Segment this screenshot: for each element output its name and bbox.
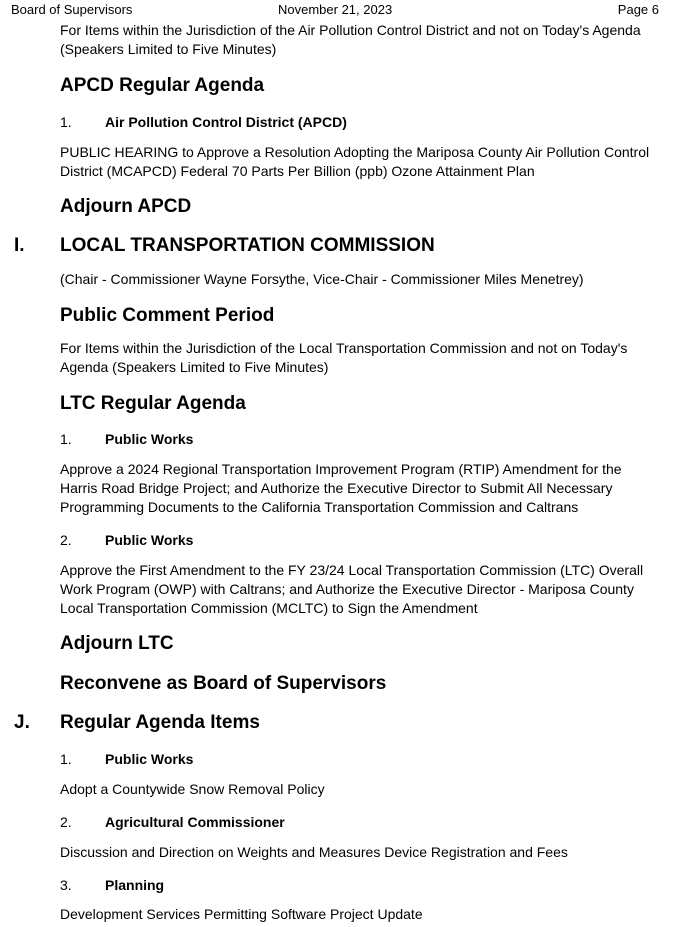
item-number: 3. bbox=[60, 877, 72, 893]
apcd-heading: APCD Regular Agenda bbox=[60, 75, 265, 96]
item-label: Public Works bbox=[105, 532, 194, 548]
item-label: Planning bbox=[105, 877, 165, 893]
regular-agenda-items-title: Regular Agenda Items bbox=[60, 712, 260, 733]
ltc-item-2-description: Approve the First Amendment to the FY 23/24 Local Transportation Commission (LTC) Overall Work Program (OWP) with Caltrans; and Authorize the Executive Director - Mariposa County Local Transportation Commission (MCLTC) to Sign the Amendment bbox=[60, 562, 644, 616]
apcd-item-1-description: PUBLIC HEARING to Approve a Resolution Adopting the Mariposa County Air Pollution Control District (MCAPCD) Federal 70 Parts Per Billion (ppb) Ozone Attainment Plan bbox=[60, 144, 650, 179]
item-label: Public Works bbox=[105, 751, 194, 767]
item-number: 1. bbox=[60, 114, 72, 130]
header-page-number: Page 6 bbox=[617, 2, 659, 17]
regular-item-2-description: Discussion and Direction on Weights and Measures Device Registration and Fees bbox=[60, 844, 568, 860]
ltc-item-2 bbox=[60, 532, 193, 548]
regular-item-1-description: Adopt a Countywide Snow Removal Policy bbox=[60, 781, 325, 797]
ltc-chairs: (Chair - Commissioner Wayne Forsythe, Vice-Chair - Commissioner Miles Menetrey) bbox=[60, 271, 584, 287]
item-number: 1. bbox=[60, 431, 72, 447]
reconvene-heading: Reconvene as Board of Supervisors bbox=[60, 673, 387, 694]
section-letter-j: J. bbox=[14, 712, 30, 733]
item-number: 2. bbox=[60, 532, 72, 548]
section-letter-i: I. bbox=[14, 235, 25, 256]
regular-item-1 bbox=[60, 751, 193, 767]
apcd-item-1 bbox=[60, 114, 347, 130]
adjourn-apcd-heading: Adjourn APCD bbox=[60, 196, 192, 217]
adjourn-ltc-heading: Adjourn LTC bbox=[60, 633, 174, 654]
ltc-item-1-description: Approve a 2024 Regional Transportation Improvement Program (RTIP) Amendment for the Harris Road Bridge Project; and Authorize the Executive Director to Submit All Necessary Programming Documents to the California Transportation Commission and Caltrans bbox=[60, 461, 622, 515]
ltc-item-1 bbox=[60, 431, 193, 447]
public-comment-text: For Items within the Jurisdiction of the Local Transportation Commission and not on Today's Agenda (Speakers Limited to Five Minutes) bbox=[60, 340, 628, 375]
public-comment-heading: Public Comment Period bbox=[60, 305, 275, 326]
item-label: Air Pollution Control District (APCD) bbox=[105, 114, 347, 130]
regular-item-2 bbox=[60, 814, 285, 830]
ltc-section-title: LOCAL TRANSPORTATION COMMISSION bbox=[60, 235, 435, 256]
header-board-name: Board of Supervisors bbox=[11, 2, 133, 17]
regular-item-3 bbox=[60, 877, 164, 893]
item-number: 1. bbox=[60, 751, 72, 767]
item-label: Public Works bbox=[105, 431, 194, 447]
page-header bbox=[0, 2, 680, 20]
ltc-regular-agenda-heading: LTC Regular Agenda bbox=[60, 393, 246, 414]
item-label: Agricultural Commissioner bbox=[105, 814, 285, 830]
regular-item-3-description: Development Services Permitting Software Project Update bbox=[60, 906, 423, 922]
intro-text: For Items within the Jurisdiction of the Air Pollution Control District and not on Today's Agenda (Speakers Limited to Five Minutes) bbox=[60, 22, 641, 57]
item-number: 2. bbox=[60, 814, 72, 830]
header-date: November 21, 2023 bbox=[278, 2, 393, 17]
